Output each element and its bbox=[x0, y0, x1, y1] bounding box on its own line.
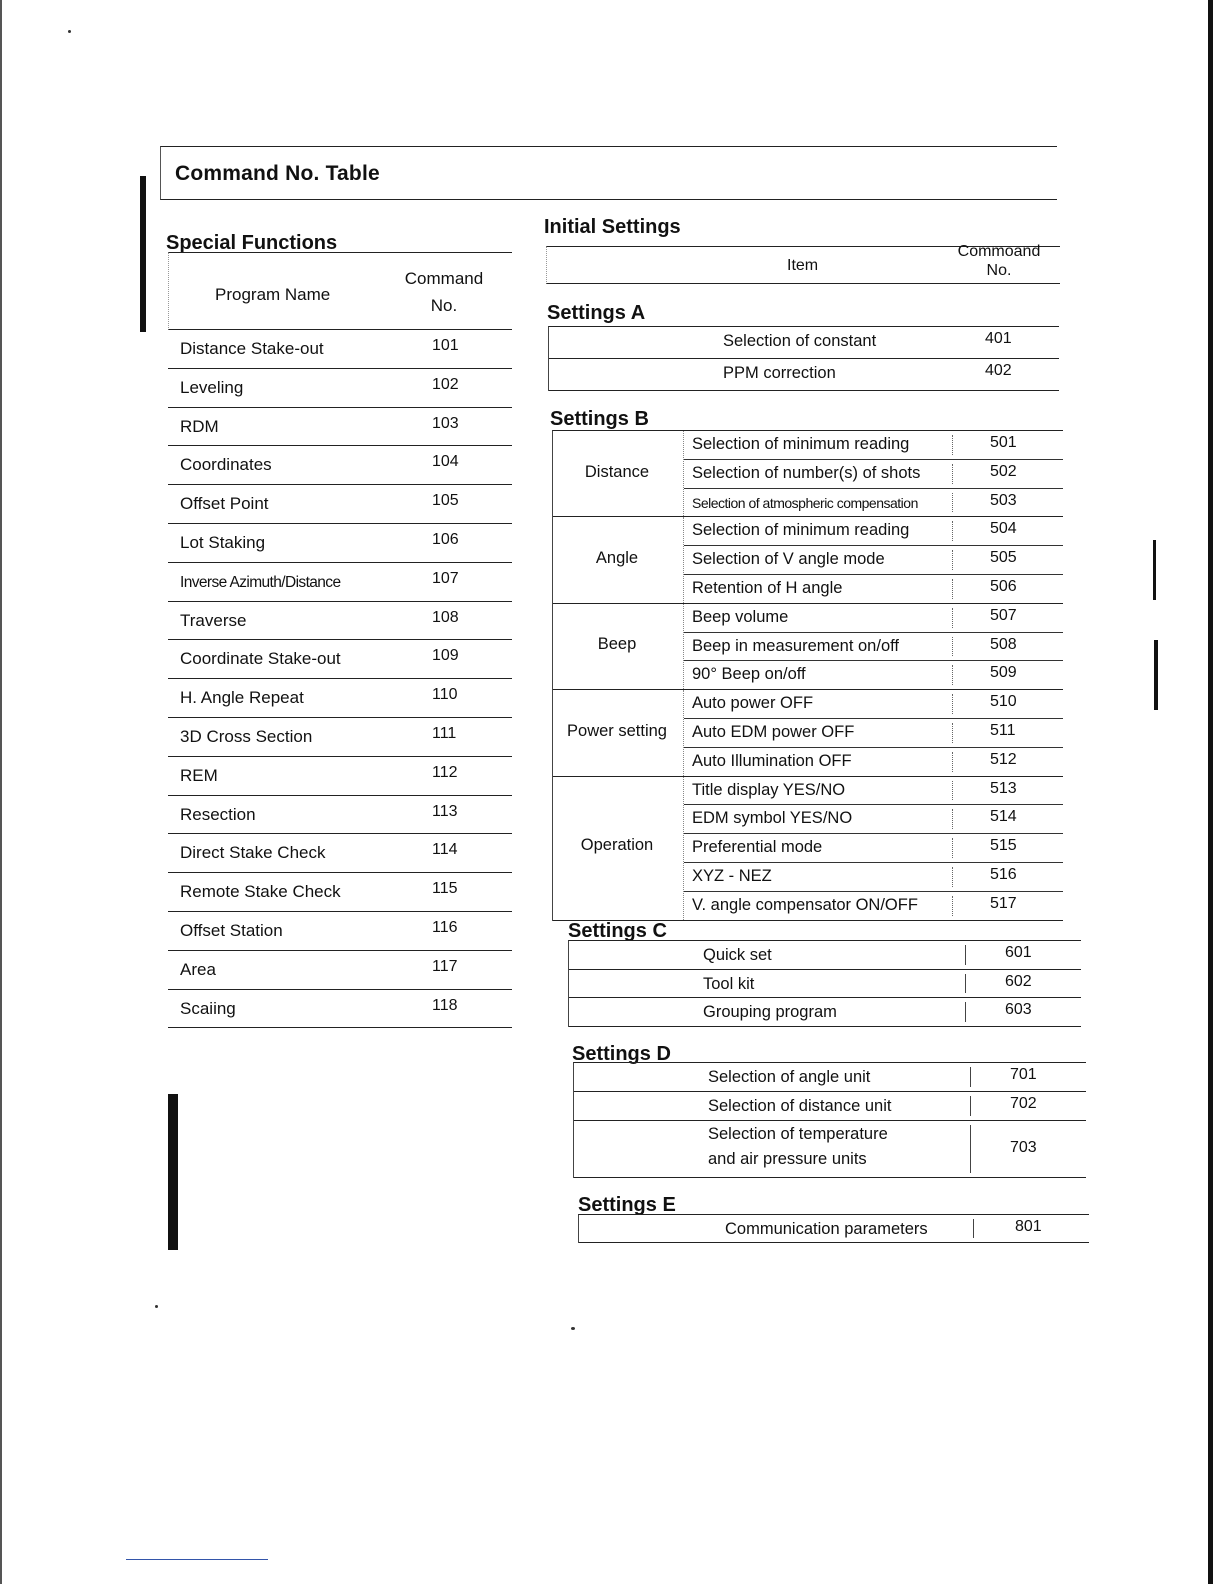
item-label: Beep volume bbox=[692, 607, 789, 626]
command-no: 505 bbox=[990, 549, 1017, 567]
column-divider bbox=[952, 781, 953, 801]
table-row bbox=[168, 485, 512, 524]
table-row bbox=[168, 718, 512, 757]
page-title: Command No. Table bbox=[175, 162, 380, 185]
col-command-no: Command No. bbox=[404, 269, 484, 315]
item-label: V. angle compensator ON/OFF bbox=[692, 895, 918, 914]
item-label: Title display YES/NO bbox=[692, 780, 846, 799]
program-name: Coordinate Stake-out bbox=[180, 649, 341, 669]
settings-b-heading: Settings B bbox=[550, 408, 649, 430]
item-label: Beep in measurement on/off bbox=[692, 636, 899, 655]
item-label: Auto power OFF bbox=[692, 694, 814, 713]
table-row bbox=[168, 446, 512, 485]
scan-mark-right-2 bbox=[1154, 640, 1158, 710]
table-row bbox=[168, 873, 512, 912]
group-rows bbox=[683, 431, 1063, 516]
command-no: 503 bbox=[990, 491, 1017, 509]
scan-speck bbox=[571, 1327, 575, 1330]
item-label: Auto Illumination OFF bbox=[692, 751, 852, 770]
table-row bbox=[168, 796, 512, 835]
table-row bbox=[168, 524, 512, 563]
table-row bbox=[684, 460, 1063, 489]
item-label: Preferential mode bbox=[692, 838, 823, 857]
table-row bbox=[569, 970, 1081, 999]
table-row bbox=[569, 941, 1081, 970]
item-label: Selection of atmospheric compensation bbox=[692, 494, 918, 511]
program-name: Area bbox=[180, 959, 216, 979]
item-label: XYZ - NEZ bbox=[692, 866, 772, 885]
table-row bbox=[168, 408, 512, 447]
settings-group bbox=[553, 431, 1063, 517]
command-no: 603 bbox=[1005, 1001, 1032, 1018]
program-name: Leveling bbox=[180, 377, 244, 397]
item-label bbox=[708, 1068, 870, 1087]
column-divider bbox=[952, 493, 953, 513]
table-row bbox=[168, 679, 512, 718]
table-row bbox=[684, 863, 1063, 892]
table-row bbox=[168, 369, 512, 408]
column-divider bbox=[965, 1002, 966, 1022]
table-row bbox=[684, 517, 1063, 546]
command-no: 701 bbox=[1010, 1066, 1037, 1083]
column-divider bbox=[952, 694, 953, 714]
table-row bbox=[684, 805, 1063, 834]
command-no: 117 bbox=[432, 957, 458, 975]
command-no: 113 bbox=[432, 802, 458, 820]
settings-group bbox=[553, 604, 1063, 690]
command-no: 111 bbox=[432, 724, 457, 742]
settings-c-heading: Settings C bbox=[568, 920, 667, 942]
command-no: 506 bbox=[990, 577, 1017, 595]
table-row bbox=[684, 575, 1063, 603]
item-label bbox=[703, 975, 754, 994]
column-divider bbox=[952, 896, 953, 916]
group-name: Angle bbox=[595, 549, 639, 568]
column-divider bbox=[952, 435, 953, 455]
group-name: Beep bbox=[597, 635, 637, 654]
initial-settings-heading: Initial Settings bbox=[544, 216, 681, 238]
item-line: Communication parameters bbox=[725, 1220, 928, 1238]
group-name: Operation bbox=[580, 836, 654, 855]
special-functions-heading: Special Functions bbox=[166, 232, 338, 254]
table-row bbox=[684, 834, 1063, 863]
item-line: Selection of constant bbox=[723, 332, 877, 350]
column-divider bbox=[970, 1125, 971, 1173]
column-divider bbox=[952, 809, 953, 829]
command-no: 702 bbox=[1010, 1095, 1037, 1112]
table-row bbox=[684, 719, 1063, 748]
program-name: Direct Stake Check bbox=[180, 843, 326, 863]
item-label: Auto EDM power OFF bbox=[692, 722, 855, 741]
program-name: Offset Station bbox=[180, 920, 283, 940]
table-row bbox=[574, 1063, 1086, 1092]
command-no: 510 bbox=[990, 693, 1017, 711]
command-no: 501 bbox=[990, 434, 1017, 451]
item-line: and air pressure units bbox=[708, 1150, 867, 1168]
table-row bbox=[549, 359, 1059, 391]
program-name: Inverse Azimuth/Distance bbox=[180, 573, 341, 591]
program-name: REM bbox=[180, 765, 218, 785]
column-divider bbox=[952, 608, 953, 628]
special-functions-rows bbox=[168, 330, 512, 1028]
column-divider bbox=[952, 464, 953, 484]
command-no: 104 bbox=[432, 453, 459, 471]
table-header bbox=[168, 252, 512, 330]
command-no: 504 bbox=[990, 520, 1017, 538]
table-row bbox=[168, 640, 512, 679]
command-no: 114 bbox=[432, 841, 458, 859]
column-divider bbox=[973, 1219, 974, 1238]
command-no: 801 bbox=[1015, 1218, 1042, 1235]
scan-mark-right-1 bbox=[1153, 540, 1156, 600]
item-label bbox=[703, 1003, 837, 1022]
settings-a-heading: Settings A bbox=[547, 302, 646, 324]
item-label: 90° Beep on/off bbox=[692, 665, 806, 684]
program-name: 3D Cross Section bbox=[180, 726, 313, 746]
command-no: 601 bbox=[1005, 944, 1032, 961]
column-divider bbox=[952, 637, 953, 657]
command-no: 703 bbox=[1010, 1139, 1037, 1156]
column-divider bbox=[970, 1067, 971, 1087]
table-row bbox=[684, 604, 1063, 633]
settings-d-heading: Settings D bbox=[572, 1043, 671, 1065]
item-label bbox=[703, 946, 772, 965]
scan-margin-bar-top bbox=[140, 176, 146, 332]
command-no: 508 bbox=[990, 635, 1017, 653]
command-no: 115 bbox=[432, 880, 458, 898]
command-no: 107 bbox=[432, 569, 459, 587]
item-line: Quick set bbox=[703, 946, 772, 964]
table-row bbox=[684, 690, 1063, 719]
item-line: Tool kit bbox=[703, 974, 755, 993]
command-no: 116 bbox=[432, 918, 458, 936]
item-label: EDM symbol YES/NO bbox=[692, 809, 853, 828]
table-row bbox=[684, 777, 1063, 806]
command-no: 515 bbox=[990, 837, 1017, 855]
table-row bbox=[168, 602, 512, 641]
command-no: 103 bbox=[432, 414, 459, 432]
item-label bbox=[725, 1220, 928, 1239]
group-rows bbox=[683, 604, 1063, 689]
column-divider bbox=[965, 945, 966, 965]
column-divider bbox=[952, 723, 953, 743]
item-line: Grouping program bbox=[703, 1003, 837, 1021]
column-divider bbox=[965, 974, 966, 994]
settings-c-table bbox=[568, 940, 1081, 1027]
item-label bbox=[723, 332, 876, 351]
table-row bbox=[684, 546, 1063, 575]
command-no: 108 bbox=[432, 608, 459, 626]
program-name: Coordinates bbox=[180, 455, 272, 475]
table-row bbox=[579, 1215, 1089, 1243]
group-rows bbox=[683, 517, 1063, 602]
settings-group bbox=[553, 777, 1063, 921]
scan-margin-bar-bottom bbox=[168, 1094, 178, 1250]
col-program-name: Program Name bbox=[215, 285, 331, 304]
table-row bbox=[574, 1092, 1086, 1121]
table-row bbox=[574, 1121, 1086, 1178]
settings-e-heading: Settings E bbox=[578, 1194, 676, 1216]
table-row bbox=[569, 998, 1081, 1027]
command-no: 514 bbox=[990, 808, 1017, 826]
table-row bbox=[168, 951, 512, 990]
command-no: 512 bbox=[990, 750, 1017, 768]
command-no: 101 bbox=[432, 337, 459, 354]
column-divider bbox=[952, 752, 953, 772]
column-divider bbox=[952, 579, 953, 599]
program-name: Offset Point bbox=[180, 494, 269, 514]
item-label bbox=[708, 1097, 891, 1116]
settings-group bbox=[553, 690, 1063, 776]
scan-edge-left bbox=[0, 0, 2, 1584]
program-name: RDM bbox=[180, 416, 219, 436]
table-row bbox=[168, 990, 512, 1029]
table-row bbox=[684, 748, 1063, 776]
program-name: Scaiing bbox=[180, 998, 236, 1018]
special-functions-table bbox=[168, 252, 512, 1028]
table-row bbox=[684, 489, 1063, 517]
table-row bbox=[684, 431, 1063, 460]
item-line: Selection of angle unit bbox=[708, 1068, 871, 1086]
settings-d-table bbox=[573, 1062, 1086, 1178]
item-line: Selection of distance unit bbox=[708, 1097, 892, 1115]
scan-speck bbox=[68, 30, 71, 33]
command-no: 507 bbox=[990, 606, 1017, 624]
settings-a-table bbox=[548, 326, 1059, 391]
column-divider bbox=[952, 867, 953, 887]
command-no: 502 bbox=[990, 462, 1017, 480]
command-no: 112 bbox=[432, 763, 458, 781]
command-no: 102 bbox=[432, 375, 459, 393]
table-row bbox=[168, 563, 512, 602]
initial-settings-header bbox=[546, 243, 1060, 284]
item-label: Selection of V angle mode bbox=[692, 550, 885, 569]
column-divider bbox=[952, 665, 953, 685]
table-row bbox=[684, 661, 1063, 689]
column-divider bbox=[952, 550, 953, 570]
item-line: Selection of temperature bbox=[708, 1125, 888, 1143]
settings-b-table bbox=[552, 430, 1063, 921]
item-label: Selection of minimum reading bbox=[692, 435, 910, 453]
program-name: Remote Stake Check bbox=[180, 882, 341, 902]
table-row bbox=[684, 892, 1063, 920]
table-row bbox=[168, 757, 512, 796]
col-command-no: Commoand No. bbox=[957, 243, 1041, 279]
program-name: Resection bbox=[180, 804, 256, 824]
command-no: 511 bbox=[990, 721, 1016, 739]
item-label bbox=[723, 364, 836, 383]
command-no: 402 bbox=[985, 362, 1012, 379]
program-name: Lot Staking bbox=[180, 532, 266, 552]
command-no: 517 bbox=[990, 894, 1017, 912]
settings-group bbox=[553, 517, 1063, 603]
command-no: 106 bbox=[432, 530, 459, 548]
scan-underline bbox=[126, 1559, 268, 1560]
group-name: Power setting bbox=[567, 721, 667, 740]
command-no: 105 bbox=[432, 492, 459, 510]
scan-edge-right bbox=[1208, 0, 1213, 1584]
command-no: 401 bbox=[985, 330, 1012, 347]
command-no: 513 bbox=[990, 779, 1017, 797]
column-divider bbox=[952, 838, 953, 858]
column-divider bbox=[970, 1096, 971, 1116]
table-row bbox=[684, 633, 1063, 662]
command-no: 509 bbox=[990, 664, 1017, 682]
item-label: Retention of H angle bbox=[692, 578, 843, 597]
group-rows bbox=[683, 777, 1063, 920]
page-title-box bbox=[160, 146, 1057, 200]
item-label: Selection of number(s) of shots bbox=[692, 463, 921, 482]
col-item: Item bbox=[787, 257, 819, 274]
command-no: 118 bbox=[432, 996, 458, 1014]
program-name: Distance Stake-out bbox=[180, 339, 324, 358]
program-name: Traverse bbox=[180, 610, 247, 630]
column-divider bbox=[952, 521, 953, 541]
item-label bbox=[708, 1125, 888, 1169]
settings-e-table bbox=[578, 1214, 1089, 1243]
item-label: Selection of minimum reading bbox=[692, 521, 910, 540]
command-no: 110 bbox=[432, 686, 458, 704]
group-name: Distance bbox=[584, 462, 650, 481]
command-no: 516 bbox=[990, 865, 1017, 883]
command-no: 602 bbox=[1005, 972, 1032, 990]
command-no: 109 bbox=[432, 647, 459, 665]
group-rows bbox=[683, 690, 1063, 775]
table-row bbox=[168, 912, 512, 951]
table-row bbox=[168, 834, 512, 873]
table-row bbox=[549, 327, 1059, 359]
program-name: H. Angle Repeat bbox=[180, 688, 304, 708]
scan-speck bbox=[155, 1305, 158, 1308]
table-row bbox=[168, 330, 512, 369]
item-line: PPM correction bbox=[723, 364, 836, 382]
